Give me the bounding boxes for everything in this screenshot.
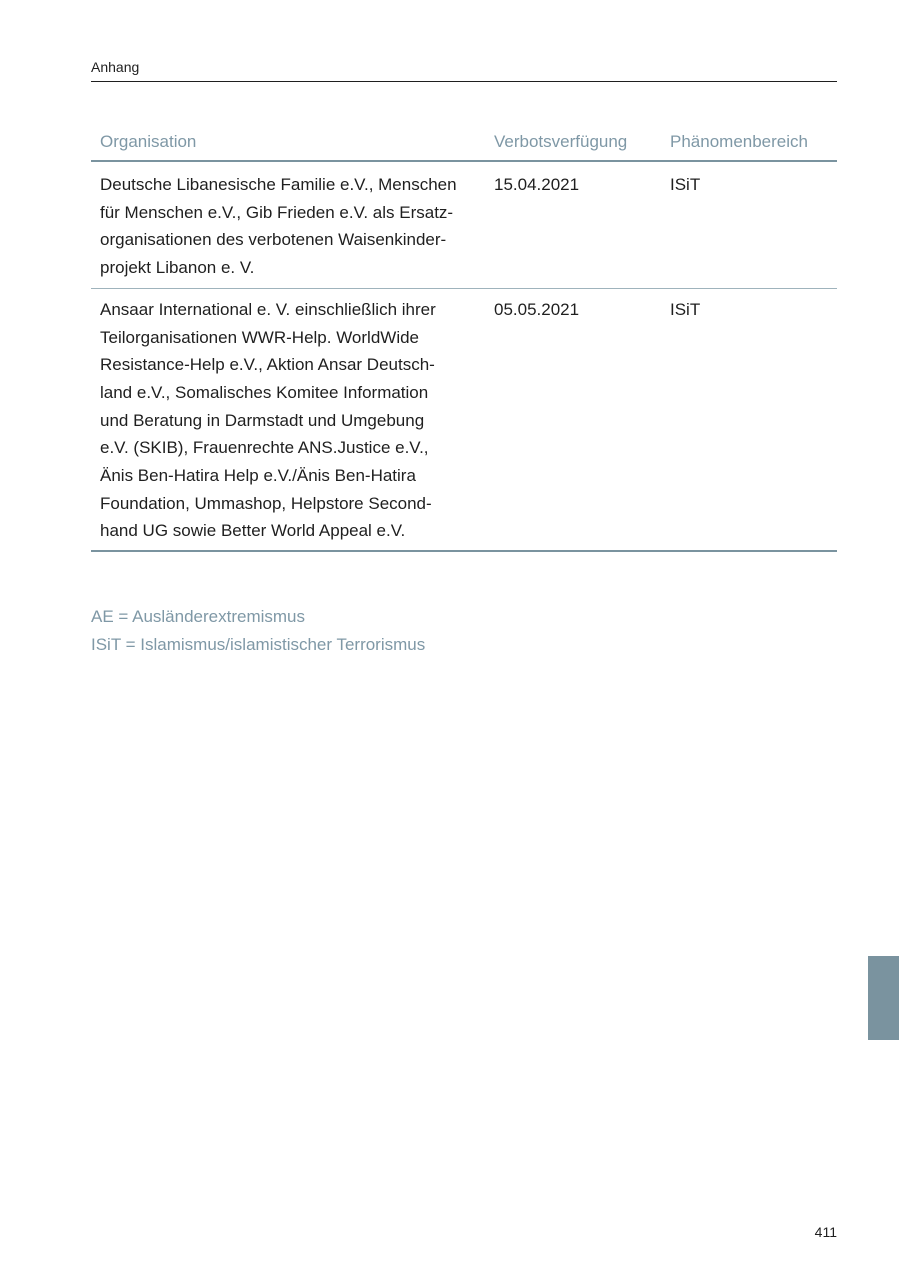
phenomenon-cell: ISiT [670,175,701,194]
chapter-thumb-tab [868,956,899,1040]
header-title: Anhang [91,59,140,75]
organisation-cell [91,296,494,545]
table-row [91,289,837,552]
organisation-text-line: Resistance-Help e.V., Aktion Ansar Deutsch- [100,355,435,375]
column-header-organisation: Organisation [100,132,197,151]
organisation-text-line: e.V. (SKIB), Frauenrechte ANS.Justice e.V., [100,438,429,458]
running-header [91,58,837,82]
legend-item-ae: AE = Ausländerextremismus [91,607,306,626]
table-row [91,162,837,289]
table-header-row [91,126,837,162]
prohibited-organisations-table [91,126,837,552]
organisation-text-line: und Beratung in Darmstadt und Umgebung [100,410,425,430]
column-header-phenomenon: Phänomenbereich [670,132,808,151]
ban-date-cell: 05.05.2021 [494,299,580,319]
organisation-text-line: für Menschen e.V., Gib Frieden e.V. als Ersatz- [100,202,454,222]
column-header-ban-order: Verbotsverfügung [494,132,628,151]
page-number: 411 [814,1224,837,1240]
organisation-text-line: land e.V., Somalisches Komitee Information [100,382,429,402]
organisation-text-line: Foundation, Ummashop, Helpstore Second- [100,493,432,513]
organisation-text-line: Teilorganisationen WWR-Help. WorldWide [100,327,420,347]
organisation-text-line: organisationen des verbotenen Waisenkinder- [100,230,447,250]
organisation-text-line: hand UG sowie Better World Appeal e.V. [100,521,406,541]
ban-date-cell: 15.04.2021 [494,175,580,194]
legend-item-isit: ISiT = Islamismus/islamistischer Terrorismus [91,635,426,654]
organisation-cell [91,171,494,282]
phenomenon-cell: ISiT [670,299,701,319]
organisation-text-line: Änis Ben-Hatira Help e.V./Änis Ben-Hatira [100,466,416,486]
organisation-text-line: Ansaar International e. V. einschließlich ihrer [100,299,436,319]
organisation-text-line: projekt Libanon e. V. [100,258,255,278]
organisation-text-line: Deutsche Libanesische Familie e.V., Menschen [100,175,457,194]
abbreviation-legend [91,603,425,659]
